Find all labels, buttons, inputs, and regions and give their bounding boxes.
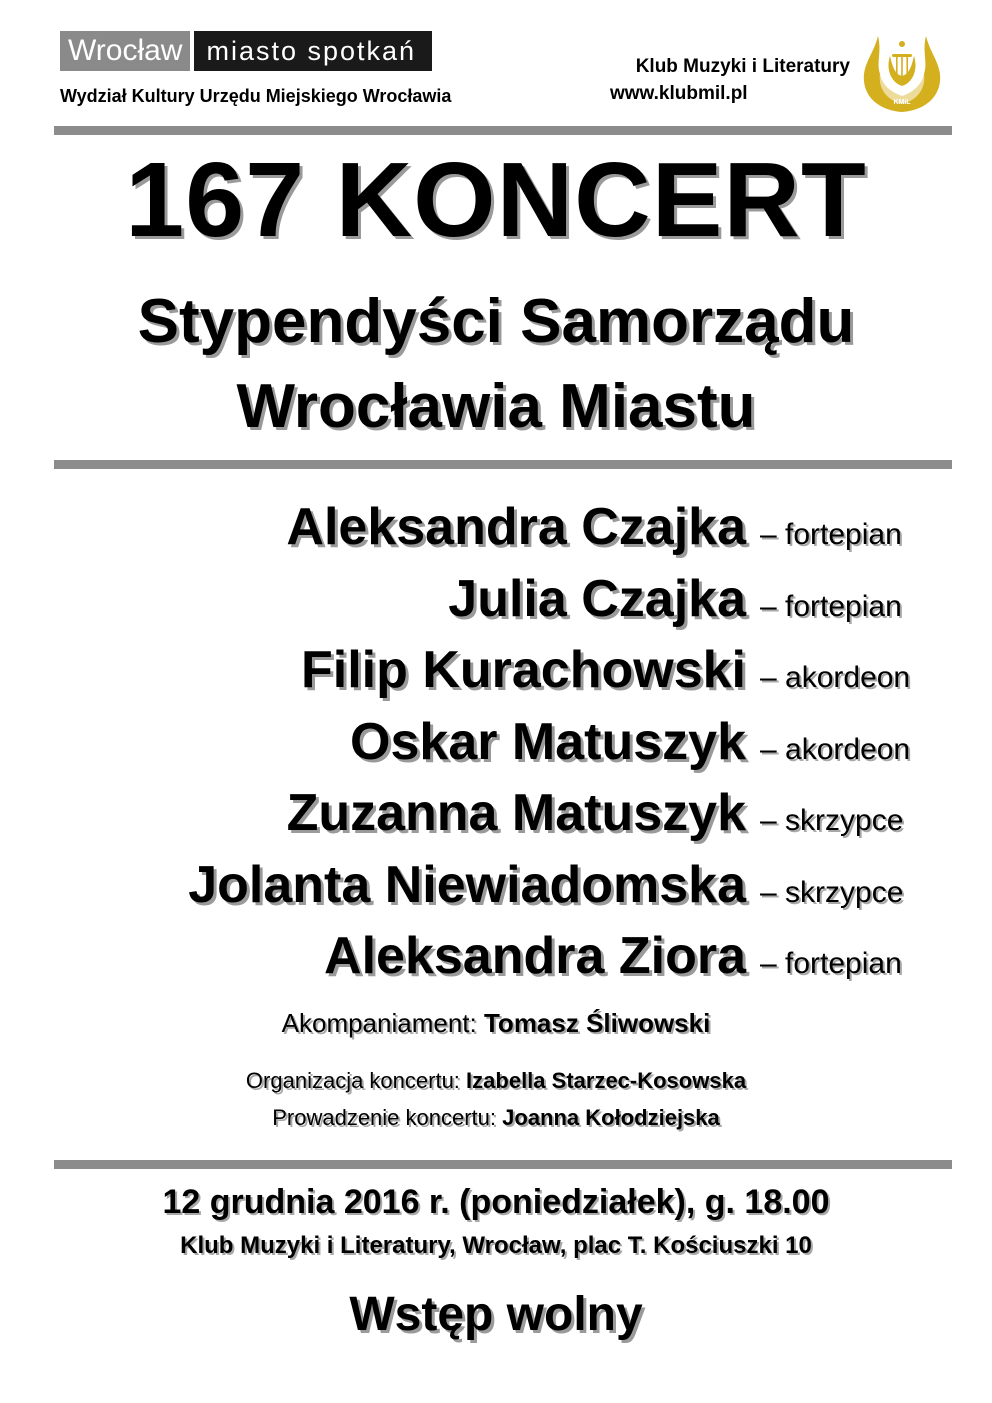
performer-name: Filip Kurachowski — [301, 641, 746, 699]
performer-name: Aleksandra Ziora — [324, 927, 746, 985]
performer-instrument: – skrzypce — [760, 875, 904, 909]
accompaniment-label: Akompaniament: — [281, 1008, 477, 1038]
performer-instrument: – akordeon — [760, 732, 911, 766]
organization-name: Izabella Starzec-Kosowska — [466, 1068, 747, 1093]
subtitle-line-2: Wrocławia Miastu — [236, 372, 756, 441]
performer-row — [60, 855, 922, 927]
performers-list — [60, 497, 922, 998]
performer-name: Aleksandra Czajka — [286, 498, 746, 556]
club-logo-text: KMiL — [893, 99, 911, 106]
concert-title: 167 KONCERT — [125, 141, 867, 259]
host-label: Prowadzenie koncertu: — [272, 1105, 497, 1130]
logo-city-text: Wrocław — [60, 31, 190, 71]
performer-row — [60, 569, 922, 641]
divider-middle — [54, 460, 952, 469]
performer-instrument: – fortepian — [760, 518, 902, 551]
performer-row — [60, 640, 922, 712]
divider-bottom — [54, 1160, 952, 1169]
performer-row — [60, 926, 922, 998]
accompaniment-line — [0, 1008, 992, 1039]
performer-row — [60, 783, 922, 855]
host-name: Joanna Kołodziejska — [502, 1105, 720, 1130]
club-name: Klub Muzyki i Literatury — [635, 56, 850, 77]
performer-name: Oskar Matuszyk — [350, 712, 746, 771]
performer-instrument: – fortepian — [760, 947, 902, 980]
host-line — [0, 1105, 992, 1131]
accompaniment-name: Tomasz Śliwowski — [483, 1008, 711, 1038]
performer-instrument: – akordeon — [760, 661, 911, 694]
performer-name: Julia Czajka — [448, 569, 746, 628]
performer-instrument: – skrzypce — [760, 804, 904, 837]
subtitle-line-1: Stypendyści Samorządu — [137, 287, 855, 356]
club-lyre-logo-icon — [856, 26, 948, 118]
performer-row — [60, 497, 922, 569]
performer-instrument: – fortepian — [760, 589, 902, 623]
club-url: www.klubmil.pl — [610, 83, 748, 104]
department-name: Wydział Kultury Urzędu Miejskiego Wrocławia — [60, 86, 452, 106]
event-venue: Klub Muzyki i Literatury, Wrocław, plac T. Kościuszki 10 — [180, 1232, 812, 1259]
wroclaw-logo — [60, 31, 432, 71]
organization-label: Organizacja koncertu: — [245, 1068, 460, 1093]
logo-tagline-text: miasto spotkań — [194, 31, 432, 71]
performer-name: Zuzanna Matuszyk — [286, 784, 746, 842]
event-date: 12 grudnia 2016 r. (poniedziałek), g. 18.00 — [162, 1183, 830, 1221]
performer-name: Jolanta Niewiadomska — [188, 855, 746, 914]
entry-info: Wstęp wolny — [349, 1288, 643, 1341]
organization-line — [0, 1068, 992, 1094]
divider-top — [54, 126, 952, 135]
performer-row — [60, 712, 922, 784]
